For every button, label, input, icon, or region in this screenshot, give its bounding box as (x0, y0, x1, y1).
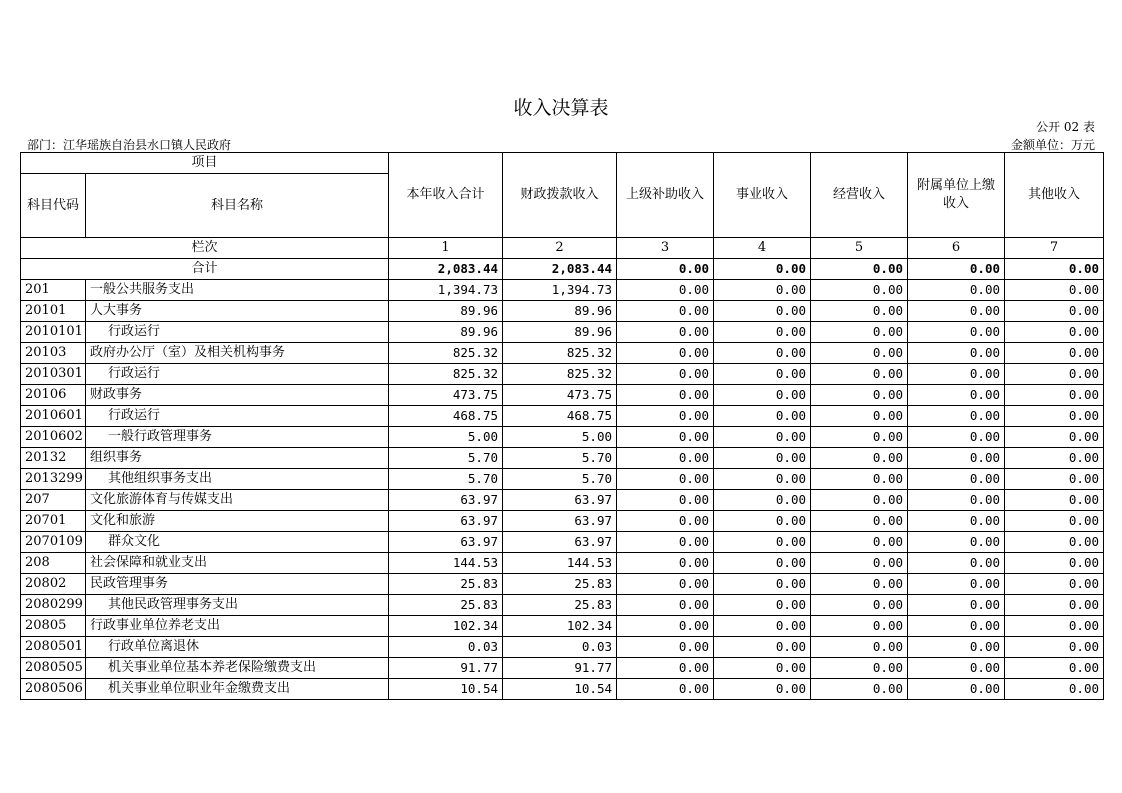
amount-cell: 0.00 (714, 658, 811, 679)
index-cell: 4 (714, 238, 811, 259)
amount-cell: 0.00 (811, 364, 908, 385)
total-value: 0.00 (811, 259, 908, 280)
index-row (21, 238, 1104, 259)
table-row (21, 616, 1104, 637)
subject-name-cell: 文化旅游体育与传媒支出 (86, 490, 389, 511)
subject-code-cell: 2080505 (21, 658, 86, 679)
table-row (21, 658, 1104, 679)
amount-cell: 825.32 (503, 364, 617, 385)
amount-cell: 0.00 (811, 301, 908, 322)
amount-cell: 0.00 (714, 322, 811, 343)
subject-code-cell: 20101 (21, 301, 86, 322)
amount-cell: 0.00 (617, 469, 714, 490)
subject-name-cell: 机关事业单位基本养老保险缴费支出 (86, 658, 389, 679)
index-cell: 2 (503, 238, 617, 259)
amount-cell: 0.00 (1005, 574, 1104, 595)
col6-header: 附属单位上缴收入 (908, 153, 1005, 238)
subject-code-cell: 2070109 (21, 532, 86, 553)
amount-cell: 0.00 (908, 343, 1005, 364)
amount-cell: 0.00 (617, 637, 714, 658)
amount-cell: 0.00 (1005, 280, 1104, 301)
amount-cell: 5.70 (503, 448, 617, 469)
total-value: 0.00 (617, 259, 714, 280)
amount-cell: 0.00 (1005, 343, 1104, 364)
col3-header: 上级补助收入 (617, 153, 714, 238)
total-label: 合计 (21, 259, 389, 280)
subject-name-header: 科目名称 (86, 174, 389, 238)
amount-cell: 0.00 (1005, 406, 1104, 427)
amount-cell: 63.97 (389, 490, 503, 511)
table-row (21, 427, 1104, 448)
amount-cell: 102.34 (389, 616, 503, 637)
subject-code-cell: 20132 (21, 448, 86, 469)
table-row (21, 679, 1104, 700)
amount-cell: 0.00 (617, 448, 714, 469)
amount-cell: 25.83 (503, 595, 617, 616)
table-row (21, 280, 1104, 301)
amount-cell: 0.00 (714, 679, 811, 700)
amount-cell: 5.70 (503, 469, 617, 490)
amount-cell: 0.00 (1005, 658, 1104, 679)
amount-cell: 0.00 (714, 364, 811, 385)
table-row (21, 469, 1104, 490)
amount-cell: 10.54 (389, 679, 503, 700)
amount-cell: 473.75 (389, 385, 503, 406)
subject-name-cell: 行政运行 (86, 406, 389, 427)
amount-cell: 0.00 (908, 679, 1005, 700)
amount-cell: 0.00 (811, 469, 908, 490)
amount-cell: 0.00 (617, 616, 714, 637)
subject-name-cell: 行政运行 (86, 364, 389, 385)
amount-cell: 0.00 (714, 553, 811, 574)
amount-cell: 0.00 (617, 280, 714, 301)
subject-code-cell: 2010301 (21, 364, 86, 385)
amount-cell: 0.00 (714, 490, 811, 511)
subject-name-cell: 一般公共服务支出 (86, 280, 389, 301)
amount-cell: 825.32 (389, 343, 503, 364)
amount-cell: 0.00 (1005, 322, 1104, 343)
amount-cell: 144.53 (503, 553, 617, 574)
amount-cell: 0.00 (811, 637, 908, 658)
amount-cell: 89.96 (389, 322, 503, 343)
subject-code-cell: 201 (21, 280, 86, 301)
amount-cell: 0.00 (908, 385, 1005, 406)
index-cell: 5 (811, 238, 908, 259)
header-row-1 (21, 153, 1104, 174)
table-row (21, 406, 1104, 427)
amount-cell: 0.00 (811, 616, 908, 637)
amount-cell: 144.53 (389, 553, 503, 574)
subject-code-cell: 2080299 (21, 595, 86, 616)
amount-cell: 0.00 (714, 574, 811, 595)
subject-code-cell: 20802 (21, 574, 86, 595)
amount-cell: 1,394.73 (389, 280, 503, 301)
amount-cell: 0.00 (811, 322, 908, 343)
subject-code-cell: 2080501 (21, 637, 86, 658)
amount-cell: 0.00 (617, 532, 714, 553)
table-row (21, 490, 1104, 511)
table-row (21, 511, 1104, 532)
amount-cell: 0.00 (617, 490, 714, 511)
subject-name-cell: 组织事务 (86, 448, 389, 469)
amount-cell: 63.97 (503, 532, 617, 553)
amount-cell: 0.00 (714, 469, 811, 490)
amount-cell: 0.00 (617, 511, 714, 532)
subject-code-cell: 2010101 (21, 322, 86, 343)
amount-cell: 0.00 (617, 427, 714, 448)
amount-cell: 0.00 (908, 448, 1005, 469)
subject-code-cell: 20701 (21, 511, 86, 532)
amount-cell: 0.00 (617, 658, 714, 679)
index-cell: 1 (389, 238, 503, 259)
amount-cell: 0.03 (503, 637, 617, 658)
total-value: 0.00 (1005, 259, 1104, 280)
amount-cell: 0.00 (714, 637, 811, 658)
amount-cell: 0.00 (908, 553, 1005, 574)
amount-cell: 0.00 (714, 616, 811, 637)
amount-cell: 0.00 (1005, 532, 1104, 553)
index-cell: 3 (617, 238, 714, 259)
amount-cell: 25.83 (503, 574, 617, 595)
subject-code-cell: 20805 (21, 616, 86, 637)
amount-cell: 0.00 (908, 595, 1005, 616)
amount-cell: 468.75 (503, 406, 617, 427)
amount-cell: 0.00 (1005, 679, 1104, 700)
table-row (21, 301, 1104, 322)
amount-cell: 0.00 (908, 532, 1005, 553)
amount-cell: 0.00 (714, 301, 811, 322)
amount-cell: 0.00 (908, 637, 1005, 658)
amount-cell: 825.32 (389, 364, 503, 385)
amount-cell: 0.00 (714, 595, 811, 616)
table-row (21, 322, 1104, 343)
amount-cell: 0.00 (1005, 637, 1104, 658)
amount-cell: 0.00 (1005, 511, 1104, 532)
amount-cell: 63.97 (503, 511, 617, 532)
col1-header: 本年收入合计 (389, 153, 503, 238)
amount-cell: 0.00 (908, 469, 1005, 490)
table-row (21, 364, 1104, 385)
amount-cell: 25.83 (389, 595, 503, 616)
amount-cell: 1,394.73 (503, 280, 617, 301)
amount-cell: 10.54 (503, 679, 617, 700)
amount-cell: 0.00 (908, 574, 1005, 595)
amount-cell: 0.00 (714, 343, 811, 364)
col2-header: 财政拨款收入 (503, 153, 617, 238)
amount-cell: 0.00 (714, 448, 811, 469)
amount-cell: 0.00 (908, 406, 1005, 427)
amount-cell: 0.00 (908, 280, 1005, 301)
amount-cell: 0.00 (811, 553, 908, 574)
amount-cell: 0.00 (811, 511, 908, 532)
amount-cell: 0.00 (811, 679, 908, 700)
page-title: 收入决算表 (513, 97, 609, 119)
col4-header: 事业收入 (714, 153, 811, 238)
subject-name-cell: 社会保障和就业支出 (86, 553, 389, 574)
table-row (21, 532, 1104, 553)
amount-cell: 0.00 (908, 301, 1005, 322)
subject-code-cell: 20103 (21, 343, 86, 364)
unit-label: 金额单位：万元 (1010, 138, 1095, 152)
amount-cell: 0.00 (908, 364, 1005, 385)
subject-code-cell: 2010602 (21, 427, 86, 448)
amount-cell: 0.00 (1005, 364, 1104, 385)
subject-name-cell: 机关事业单位职业年金缴费支出 (86, 679, 389, 700)
amount-cell: 0.00 (1005, 427, 1104, 448)
subject-name-cell: 群众文化 (86, 532, 389, 553)
amount-cell: 0.00 (811, 658, 908, 679)
subject-code-cell: 2013299 (21, 469, 86, 490)
amount-cell: 25.83 (389, 574, 503, 595)
amount-cell: 0.00 (1005, 301, 1104, 322)
col7-header: 其他收入 (1005, 153, 1104, 238)
amount-cell: 0.00 (908, 511, 1005, 532)
row-index-label: 栏次 (21, 238, 389, 259)
amount-cell: 5.00 (389, 427, 503, 448)
amount-cell: 0.00 (714, 406, 811, 427)
amount-cell: 0.00 (617, 553, 714, 574)
total-value: 0.00 (714, 259, 811, 280)
total-value: 0.00 (908, 259, 1005, 280)
amount-cell: 0.03 (389, 637, 503, 658)
amount-cell: 0.00 (908, 490, 1005, 511)
amount-cell: 63.97 (503, 490, 617, 511)
amount-cell: 0.00 (811, 427, 908, 448)
subject-name-cell: 民政管理事务 (86, 574, 389, 595)
amount-cell: 0.00 (1005, 469, 1104, 490)
amount-cell: 0.00 (811, 406, 908, 427)
amount-cell: 0.00 (908, 658, 1005, 679)
subject-name-cell: 一般行政管理事务 (86, 427, 389, 448)
subject-name-cell: 行政事业单位养老支出 (86, 616, 389, 637)
subject-code-cell: 20106 (21, 385, 86, 406)
amount-cell: 0.00 (617, 406, 714, 427)
amount-cell: 0.00 (1005, 385, 1104, 406)
amount-cell: 0.00 (1005, 490, 1104, 511)
amount-cell: 0.00 (811, 385, 908, 406)
amount-cell: 89.96 (503, 322, 617, 343)
amount-cell: 5.70 (389, 448, 503, 469)
subject-code-header: 科目代码 (21, 174, 86, 238)
total-value: 2,083.44 (503, 259, 617, 280)
amount-cell: 0.00 (908, 427, 1005, 448)
index-cell: 6 (908, 238, 1005, 259)
subject-name-cell: 行政单位离退休 (86, 637, 389, 658)
department-label: 部门：江华瑶族自治县水口镇人民政府 (27, 138, 232, 152)
subject-name-cell: 人大事务 (86, 301, 389, 322)
amount-cell: 63.97 (389, 511, 503, 532)
subject-name-cell: 政府办公厅（室）及相关机构事务 (86, 343, 389, 364)
subject-code-cell: 208 (21, 553, 86, 574)
amount-cell: 0.00 (811, 532, 908, 553)
income-table (20, 152, 1104, 700)
amount-cell: 89.96 (389, 301, 503, 322)
amount-cell: 0.00 (908, 616, 1005, 637)
amount-cell: 0.00 (714, 427, 811, 448)
table-row (21, 595, 1104, 616)
amount-cell: 0.00 (811, 448, 908, 469)
amount-cell: 102.34 (503, 616, 617, 637)
table-row (21, 637, 1104, 658)
amount-cell: 63.97 (389, 532, 503, 553)
table-row (21, 343, 1104, 364)
table-row (21, 574, 1104, 595)
amount-cell: 0.00 (1005, 448, 1104, 469)
amount-cell: 0.00 (811, 490, 908, 511)
amount-cell: 0.00 (714, 532, 811, 553)
table-row (21, 553, 1104, 574)
amount-cell: 0.00 (908, 322, 1005, 343)
subject-code-cell: 2010601 (21, 406, 86, 427)
subject-name-cell: 其他民政管理事务支出 (86, 595, 389, 616)
amount-cell: 0.00 (811, 343, 908, 364)
subject-code-cell: 207 (21, 490, 86, 511)
total-value: 2,083.44 (389, 259, 503, 280)
subject-code-cell: 2080506 (21, 679, 86, 700)
subject-name-cell: 其他组织事务支出 (86, 469, 389, 490)
amount-cell: 0.00 (617, 595, 714, 616)
amount-cell: 0.00 (617, 385, 714, 406)
amount-cell: 825.32 (503, 343, 617, 364)
amount-cell: 0.00 (1005, 553, 1104, 574)
col5-header: 经营收入 (811, 153, 908, 238)
amount-cell: 468.75 (389, 406, 503, 427)
table-row (21, 448, 1104, 469)
subject-name-cell: 财政事务 (86, 385, 389, 406)
table-code-label: 公开 02 表 (1036, 120, 1095, 134)
amount-cell: 0.00 (617, 322, 714, 343)
project-header: 项目 (21, 153, 389, 174)
amount-cell: 0.00 (617, 679, 714, 700)
amount-cell: 0.00 (714, 385, 811, 406)
subject-name-cell: 文化和旅游 (86, 511, 389, 532)
amount-cell: 0.00 (617, 343, 714, 364)
amount-cell: 5.70 (389, 469, 503, 490)
amount-cell: 89.96 (503, 301, 617, 322)
amount-cell: 0.00 (714, 511, 811, 532)
amount-cell: 0.00 (1005, 595, 1104, 616)
amount-cell: 0.00 (811, 280, 908, 301)
amount-cell: 0.00 (714, 280, 811, 301)
amount-cell: 0.00 (811, 574, 908, 595)
index-cell: 7 (1005, 238, 1104, 259)
amount-cell: 0.00 (617, 574, 714, 595)
amount-cell: 0.00 (617, 301, 714, 322)
amount-cell: 0.00 (617, 364, 714, 385)
amount-cell: 91.77 (503, 658, 617, 679)
total-row (21, 259, 1104, 280)
table-row (21, 385, 1104, 406)
amount-cell: 473.75 (503, 385, 617, 406)
amount-cell: 0.00 (811, 595, 908, 616)
amount-cell: 5.00 (503, 427, 617, 448)
subject-name-cell: 行政运行 (86, 322, 389, 343)
amount-cell: 91.77 (389, 658, 503, 679)
amount-cell: 0.00 (1005, 616, 1104, 637)
